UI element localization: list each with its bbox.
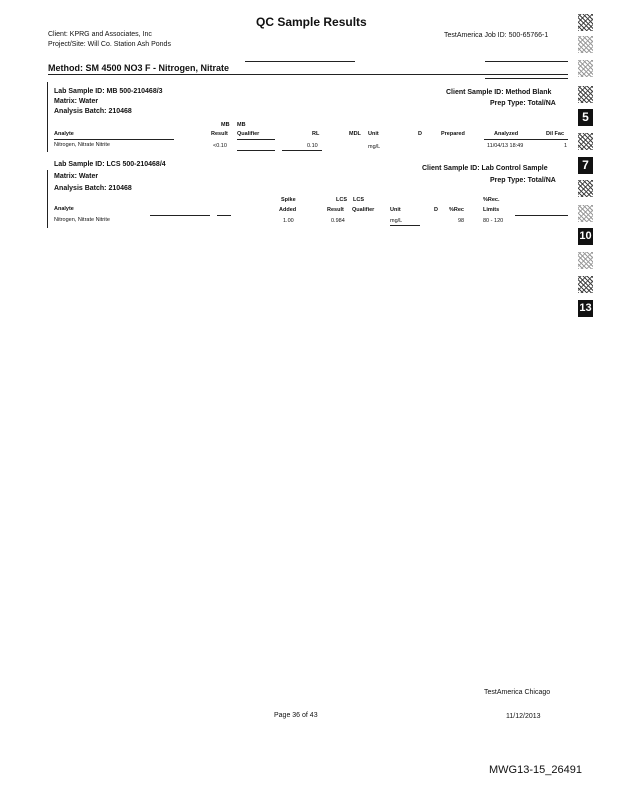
- lcs-lab-sample-id: Lab Sample ID: LCS 500-210468/4: [54, 161, 166, 168]
- tab-marker-4: [578, 86, 593, 103]
- lcs-prep-type: Prep Type: Total/NA: [490, 177, 556, 184]
- tab-13: 13: [578, 300, 593, 317]
- rule-top-left: [245, 61, 355, 62]
- tab-marker-12: [578, 276, 593, 293]
- mb-client-sample-id: Client Sample ID: Method Blank: [446, 89, 552, 96]
- mb-header-rule-2: [237, 139, 275, 140]
- mb-col-analyzed: Analyzed: [494, 131, 519, 137]
- mb-analysis-batch: Analysis Batch: 210468: [54, 108, 132, 115]
- lcs-row-rule: [390, 225, 420, 226]
- lcs-col-lcs1-result: Result: [327, 207, 344, 213]
- mb-col-prepared: Prepared: [441, 131, 465, 137]
- rule-top-right: [485, 61, 568, 62]
- tab-marker-3: [578, 60, 593, 77]
- mb-matrix: Matrix: Water: [54, 98, 99, 105]
- tab-10: 10: [578, 228, 593, 245]
- mb-row-analyzed: 11/04/13 18:49: [487, 143, 524, 149]
- tab-marker-9: [578, 205, 593, 222]
- method-underline: [48, 74, 568, 75]
- mb-block-border: [47, 82, 48, 152]
- lcs-client-sample-id: Client Sample ID: Lab Control Sample: [422, 165, 548, 172]
- client-line: Client: KPRG and Associates, Inc: [48, 31, 152, 38]
- mb-col-result: Result: [211, 131, 228, 137]
- tab-marker-1: [578, 14, 593, 31]
- lcs-col-spike2: Added: [279, 207, 297, 213]
- tab-marker-2: [578, 36, 593, 53]
- lcs-row-spike: 1.00: [283, 218, 294, 224]
- footer-page-number: Page 36 of 43: [274, 712, 318, 719]
- lcs-col-lcs2-qualifier: Qualifier: [352, 207, 375, 213]
- mb-prep-type: Prep Type: Total/NA: [490, 100, 556, 107]
- mb-row-result: <0.10: [213, 143, 227, 149]
- lcs-analysis-batch: Analysis Batch: 210468: [54, 185, 132, 192]
- lcs-col-d: D: [434, 207, 438, 213]
- footer-date: 11/12/2013: [506, 713, 541, 720]
- lcs-col-lcs1: LCS: [336, 197, 347, 203]
- mb-col-mb2: MB: [237, 122, 246, 128]
- tab-5: 5: [578, 109, 593, 126]
- lcs-header-rule-1: [150, 215, 210, 216]
- lcs-matrix: Matrix: Water: [54, 173, 99, 180]
- lcs-col-analyte: Analyte: [54, 206, 74, 212]
- mb-col-mdl: MDL: [349, 131, 361, 137]
- lcs-col-limits2: Limits: [483, 207, 500, 213]
- mb-col-analyte: Analyte: [54, 131, 74, 137]
- mb-row-rule-1: [237, 150, 275, 151]
- tab-marker-11: [578, 252, 593, 269]
- rule-right: [485, 78, 568, 79]
- lcs-row-rec: 98: [458, 218, 465, 224]
- footer-lab-name: TestAmerica Chicago: [484, 689, 551, 696]
- lcs-row-unit: mg/L: [390, 218, 403, 224]
- lcs-row-result: 0.984: [331, 218, 345, 224]
- mb-col-mb1: MB: [221, 122, 230, 128]
- lcs-col-unit: Unit: [390, 207, 401, 213]
- mb-col-unit: Unit: [368, 131, 379, 137]
- document-id: MWG13-15_26491: [489, 764, 582, 776]
- mb-row-dilfac: 1: [564, 143, 568, 149]
- mb-row-rl: 0.10: [307, 143, 318, 149]
- method-heading: Method: SM 4500 NO3 F - Nitrogen, Nitrate: [48, 63, 230, 73]
- mb-col-qualifier: Qualifier: [237, 131, 260, 137]
- lcs-col-limits1: %Rec.: [483, 197, 500, 203]
- tab-7: 7: [578, 157, 593, 174]
- lcs-col-rec: %Rec: [449, 207, 464, 213]
- mb-header-rule-1: [54, 139, 174, 140]
- page-title: QC Sample Results: [256, 15, 367, 29]
- tab-marker-8: [578, 180, 593, 197]
- mb-row-analyte: Nitrogen, Nitrate Nitrite: [54, 142, 110, 148]
- lcs-col-spike1: Spike: [281, 197, 296, 203]
- mb-row-rule-2: [282, 150, 322, 151]
- tab-marker-6: [578, 133, 593, 150]
- lcs-header-rule-3: [515, 215, 568, 216]
- lcs-col-lcs2: LCS: [353, 197, 364, 203]
- project-line: Project/Site: Will Co. Station Ash Ponds: [48, 41, 171, 48]
- mb-col-rl: RL: [312, 131, 320, 137]
- lcs-header-rule-2: [217, 215, 231, 216]
- mb-col-dilfac: Dil Fac: [546, 131, 565, 137]
- lcs-row-limits: 80 - 120: [483, 218, 504, 224]
- lcs-row-analyte: Nitrogen, Nitrate Nitrite: [54, 217, 110, 223]
- mb-lab-sample-id: Lab Sample ID: MB 500-210468/3: [54, 88, 163, 95]
- job-id: TestAmerica Job ID: 500-65766-1: [444, 32, 549, 39]
- mb-row-unit: mg/L: [368, 144, 381, 150]
- mb-col-d: D: [418, 131, 422, 137]
- lcs-block-border: [47, 170, 48, 228]
- mb-header-rule-3: [484, 139, 568, 140]
